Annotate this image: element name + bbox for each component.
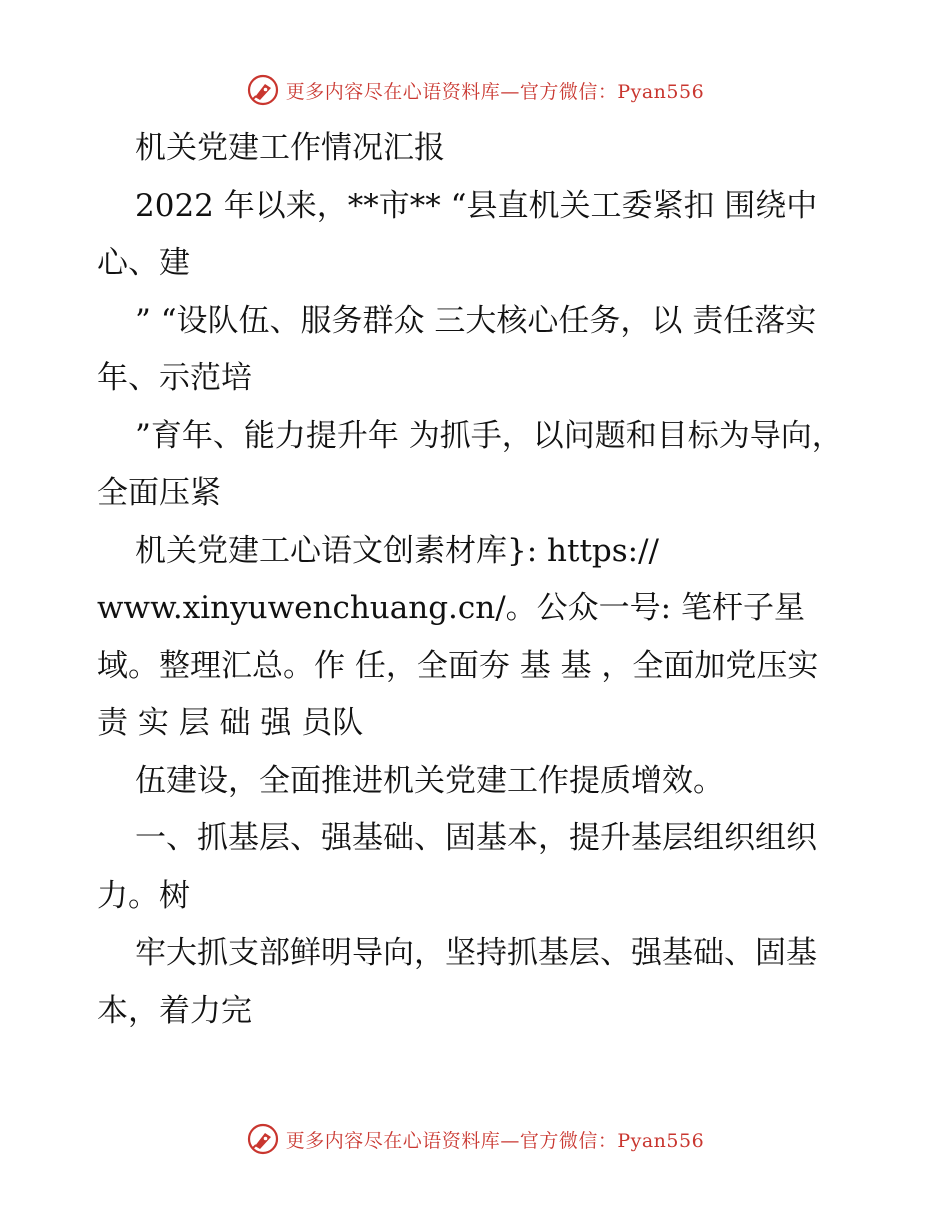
doc-title: 机关党建工作情况汇报 (135, 130, 445, 166)
doc-paragraph: ”育年、能力提升年 为抓手，以问题和目标为导向，全面压紧 (97, 417, 843, 511)
footer-watermark-banner (0, 1119, 950, 1159)
banner-separator: — (500, 80, 520, 103)
banner-wechat-id: Pyan556 (617, 80, 705, 103)
banner-main-text: 更多内容尽在心语资料库 (285, 1129, 501, 1152)
doc-paragraph: www.xinyuwenchuang.cn/。公众一号: 笔杆子星域。整理汇总。作 任，全面夯 基 基 ，全面加党压实 责 实 层 础 强 员队 (97, 590, 819, 741)
doc-paragraph: 伍建设，全面推进机关党建工作提质增效。 (135, 762, 724, 799)
banner-text (286, 77, 704, 104)
banner-wechat-label: 官方微信： (519, 80, 618, 103)
banner-wechat-id: Pyan556 (617, 1129, 705, 1152)
pen-nib-logo-icon (246, 73, 280, 107)
doc-paragraph: 机关党建工心语文创素材库}: https:// (135, 532, 659, 569)
banner-main-text: 更多内容尽在心语资料库 (285, 80, 501, 103)
pen-nib-logo-icon (246, 1122, 280, 1156)
header-watermark-banner (0, 70, 950, 110)
banner-separator: — (500, 1129, 520, 1152)
doc-paragraph: ” “设队伍、服务群众 三大核心任务，以 责任落实年、示范培 (97, 302, 817, 396)
document-body (97, 120, 857, 1040)
doc-paragraph: 2022 年以来，**市** “县直机关工委紧扣 围绕中心、建 (97, 187, 818, 281)
banner-wechat-label: 官方微信： (519, 1129, 618, 1152)
banner-text (286, 1126, 704, 1153)
doc-paragraph: 牢大抓支部鲜明导向，坚持抓基层、强基础、固基本，着力完 (97, 935, 817, 1029)
doc-section-heading: 一、抓基层、强基础、固基本，提升基层组织组织力。树 (97, 820, 817, 914)
